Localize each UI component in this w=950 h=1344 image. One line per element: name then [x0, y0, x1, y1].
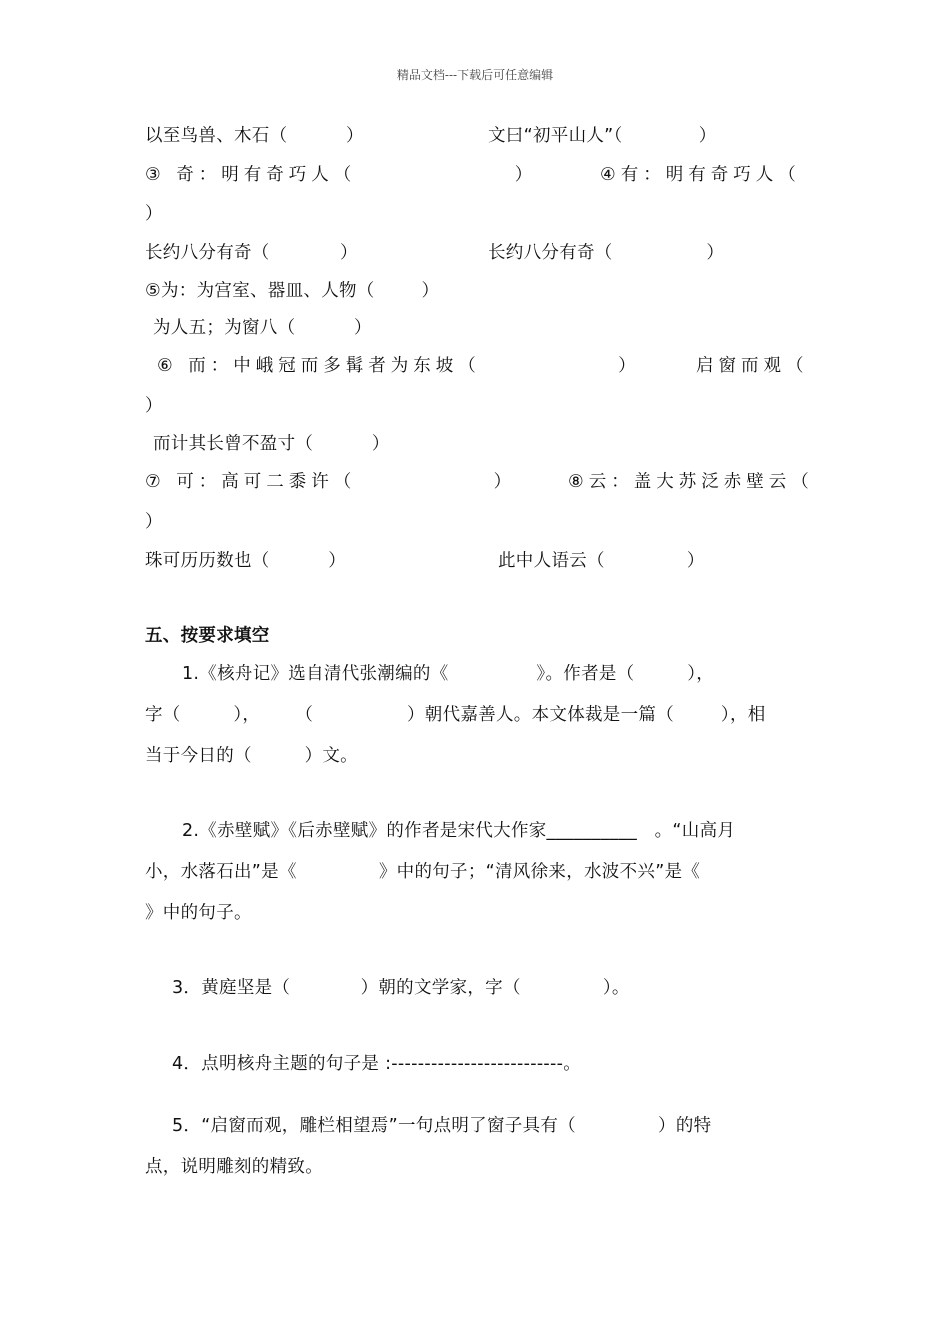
question-2-line-1: 2.《赤壁赋》《后赤壁赋》的作者是宋代大作家__________ 。“山高月 — [182, 821, 736, 841]
item-8-yun: ⑧云：盖大苏泛赤壁云（ — [568, 472, 814, 492]
line-changyue-2: 长约八分有奇（ ） — [488, 243, 725, 263]
item-6-er: ⑥ 而：中峨冠而多髯者为东坡（ ） — [157, 356, 641, 376]
question-1-line-3: 当于今日的（ ）文。 — [145, 746, 358, 766]
question-4: 4．点明核舟主题的句子是 :--------------------------。 — [172, 1054, 582, 1074]
line-cizhong: 此中人语云（ ） — [498, 551, 705, 571]
question-3: 3．黄庭坚是（ ）朝的文学家，字（ ）。 — [172, 978, 630, 998]
question-5-line-1: 5．“启窗而观，雕栏相望焉”一句点明了窗子具有（ ）的特 — [172, 1116, 712, 1136]
question-2-line-2: 小，水落石出”是《 》中的句子；“清风徐来，水波不兴”是《 — [145, 862, 701, 882]
section-5-title: 五、按要求填空 — [145, 626, 270, 646]
item-7-ke: ⑦ 可：高可二黍许（ ） — [145, 472, 517, 492]
line-wenyue: 文曰“初平山人”（ ） — [488, 126, 717, 146]
question-5-line-2: 点，说明雕刻的精致。 — [145, 1157, 323, 1177]
item-3-qi: ③ 奇：明有奇巧人（ ） — [145, 165, 538, 185]
line-changyue-1: 长约八分有奇（ ） — [145, 243, 358, 263]
item-5-line-2: 为人五；为窗八（ ） — [153, 318, 372, 338]
question-1-line-1: 1.《核舟记》选自清代张潮编的《 》。作者是（ ）， — [182, 664, 715, 684]
item-6-close: ） — [145, 396, 163, 416]
page-header: 精品文档---下载后可任意编辑 — [396, 68, 554, 82]
item-8-close: ） — [145, 512, 163, 532]
item-4-you: ④有：明有奇巧人（ — [600, 165, 801, 185]
item-5-wei: ⑤为：为宫室、器皿、人物（ ） — [145, 281, 440, 301]
question-2-line-3: 》中的句子。 — [145, 903, 252, 923]
question-1-line-2: 字（ ）， （ ）朝代嘉善人。本文体裁是一篇（ ），相 — [145, 705, 766, 725]
line-yizhi: 以至鸟兽、木石（ ） — [145, 126, 364, 146]
item-6-qichuang: 启窗而观（ — [696, 356, 809, 376]
item-4-close: ） — [145, 204, 163, 224]
line-zhuke: 珠可历历数也（ ） — [145, 551, 347, 571]
item-6-line-2: 而计其长曾不盈寸（ ） — [153, 434, 390, 454]
